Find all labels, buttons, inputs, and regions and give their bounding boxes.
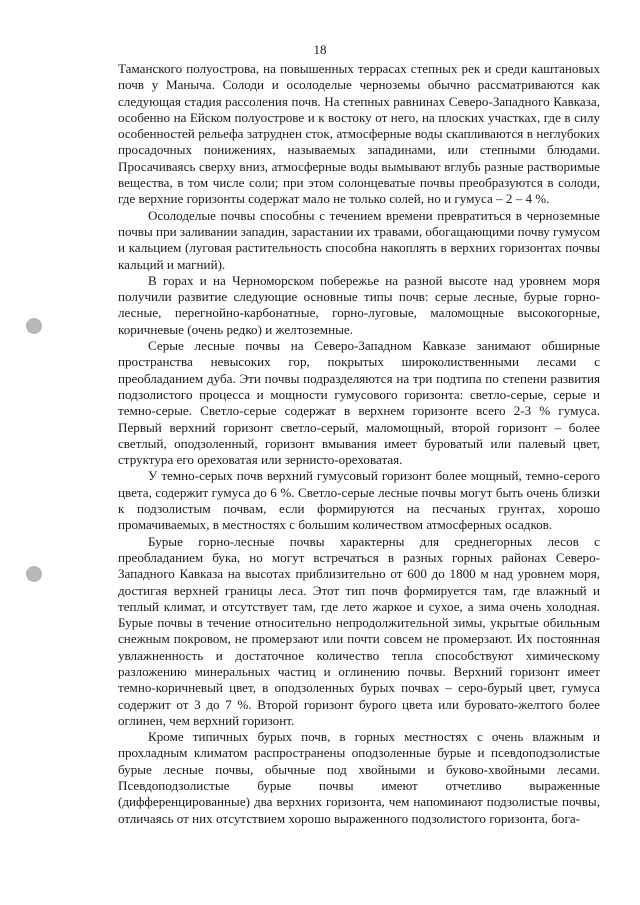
paragraph: У темно-серых почв верхний гумусовый горизонт более мощный, темно-серого цвета, содержит гумуса до 6 %. Светло-серые лесные почвы могут быть очень близки к подзолистым почвам, если формируются на песчаных грунтах, хорошо промачиваемых, в местностях с большим количеством атмосферных осадков. <box>118 468 600 533</box>
paragraph: Серые лесные почвы на Северо-Западном Кавказе занимают обширные пространства невысоких гор, покрытых широколиственными лесами с преобладанием дуба. Эти почвы подразделяются на три подтипа по степени развития подзолистого процесса и мощности гумусового горизонта: светло-серые, серые и темно-серые. Светло-серые содержат в верхнем горизонте всего 2-3 % гумуса. Первый верхний горизонт светло-серый, маломощный, второй горизонт – более светлый, оподзоленный, горизонт вмывания имеет буроватый или палевый цвет, структура его ореховатая или зернисто-ореховатая. <box>118 338 600 468</box>
binder-hole-bottom <box>26 566 42 582</box>
page-number: 18 <box>313 42 327 57</box>
page-body <box>118 61 600 827</box>
paragraph: Кроме типичных бурых почв, в горных местностях с очень влажным и прохладным климатом распространены оподзоленные бурые и псевдоподзолистые бурые лесные почвы, обычные под хвойными и буково-хвойными лесами. Псевдоподзолистые бурые почвы имеют отчетливо выраженные (дифференцированные) два верхних горизонта, чем напоминают подзолистые почвы, отличаясь от них отсутствием хорошо выраженного подзолистого горизонта, бога- <box>118 729 600 826</box>
paragraph: Бурые горно-лесные почвы характерны для среднегорных лесов с преобладанием бука, но могут встречаться в разных горных районах Северо-Западного Кавказа на высотах приблизительно от 600 до 1800 м над уровнем моря, достигая верхней границы леса. Этот тип почв формируется там, где влажный и теплый климат, и отсутствует там, где лето жаркое и сухое, а зима очень холодная. Бурые почвы в течение относительно непродолжительной зимы, укрытые обильным снежным покровом, не промерзают или почти совсем не промерзают. Их постоянная увлажненность и достаточное количество тепла способствуют химическому разложению минеральных частиц и оглинению почвы. Верхний горизонт имеет темно-коричневый цвет, в оподзоленных бурых почвах – серо-бурый цвет, гумуса содержит от 3 до 7 %. Второй горизонт бурого цвета или буровато-желтого более оглинен, чем верхний горизонт. <box>118 533 600 728</box>
paragraph: В горах и на Черноморском побережье на разной высоте над уровнем моря получили развитие следующие основные типы почв: серые лесные, бурые горно-лесные, перегнойно-карбонатные, горно-луговые, маломощные высокогорные, коричневые (очень редко) и желтоземные. <box>118 272 600 337</box>
paragraph: Таманского полуострова, на повышенных террасах степных рек и среди каштановых почв у Маныча. Солоди и осолоделые черноземы обычно рассматриваются как следующая стадия рассоления почв. На степных равнинах Северо-Западного Кавказа, особенно на Ейском полуострове и к востоку от него, на плоских участках, где в силу особенностей рельефа затруднен сток, атмосферные воды скапливаются в неглубоких просадочных понижениях, называемых западинами, или степными блюдами. Просачиваясь сверху вниз, атмосферные воды вымывают вглубь разные растворимые вещества, в том числе соли; при этом солонцеватые почвы преобразуются в солоди, где верхние горизонты содержат мало не только солей, но и гумуса – 2 – 4 %. <box>118 61 600 207</box>
binder-hole-top <box>26 318 42 334</box>
paragraph: Осолоделые почвы способны с течением времени превратиться в черноземные почвы при заливании западин, зарастании их травами, обогащающими почву гумусом и кальцием (луговая растительность способна накоплять в верхних горизонтах почвы кальций и магний). <box>118 207 600 272</box>
